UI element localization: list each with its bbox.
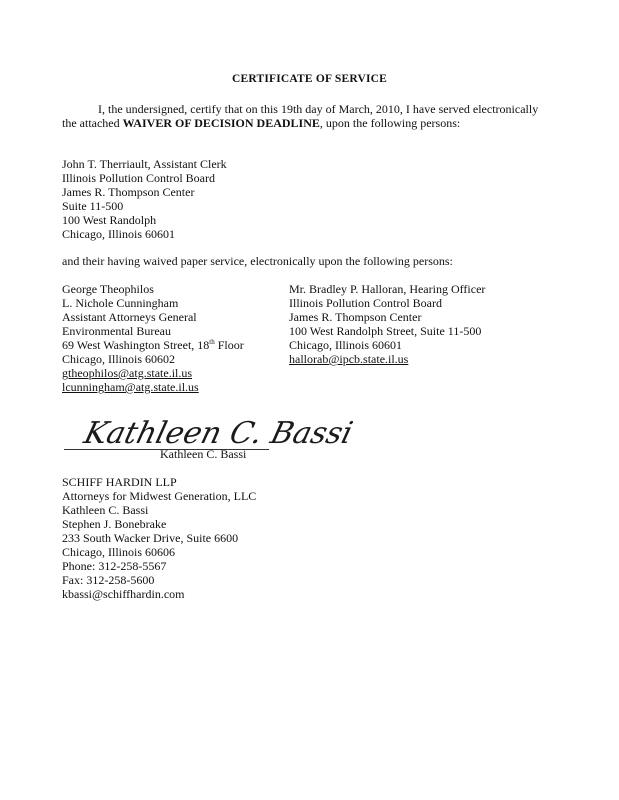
contact-line: Chicago, Illinois 60601 xyxy=(289,338,402,352)
contact-street: 69 West Washington Street, 18th Floor xyxy=(62,338,244,352)
contact-line: 100 West Randolph Street, Suite 11-500 xyxy=(289,324,482,338)
clerk-line: Chicago, Illinois 60601 xyxy=(62,227,175,241)
document-name: WAIVER OF DECISION DEADLINE xyxy=(122,116,320,130)
contact-city: Chicago, Illinois 60602 xyxy=(62,352,175,366)
signature-script: Kathleen C. Bassi xyxy=(80,416,356,451)
contact-line: James R. Thompson Center xyxy=(289,310,422,324)
waived-service-line: and their having waived paper service, electronically upon the following persons: xyxy=(62,254,453,268)
contact-line: George Theophilos xyxy=(62,282,154,296)
firm-line: Kathleen C. Bassi xyxy=(62,503,149,517)
firm-line: 233 South Wacker Drive, Suite 6600 xyxy=(62,531,239,545)
left-contacts xyxy=(62,282,244,394)
firm-line: SCHIFF HARDIN LLP xyxy=(62,475,177,489)
intro-paragraph xyxy=(62,102,542,130)
clerk-address xyxy=(62,157,227,241)
intro-text-2: , upon the following persons: xyxy=(319,116,461,130)
intro-text-1: I, the undersigned, certify that on this 19th day of March, 2010, I have served electronically the attached xyxy=(62,102,539,130)
page-title: CERTIFICATE OF SERVICE xyxy=(231,73,388,85)
email-link[interactable]: gtheophilos@atg.state.il.us xyxy=(62,366,193,380)
clerk-line: Suite 11-500 xyxy=(62,199,124,213)
clerk-line: Illinois Pollution Control Board xyxy=(62,171,216,185)
signer-name: Kathleen C. Bassi xyxy=(160,447,247,461)
firm-line: Attorneys for Midwest Generation, LLC xyxy=(62,489,257,503)
clerk-line: James R. Thompson Center xyxy=(62,185,195,199)
clerk-line: John T. Therriault, Assistant Clerk xyxy=(62,157,227,171)
contact-line: Illinois Pollution Control Board xyxy=(289,296,443,310)
contact-line: Mr. Bradley P. Halloran, Hearing Officer xyxy=(289,282,486,296)
right-contacts xyxy=(289,282,485,366)
clerk-line: 100 West Randolph xyxy=(62,213,157,227)
firm-signature-block xyxy=(62,475,256,601)
firm-line: Chicago, Illinois 60606 xyxy=(62,545,175,559)
firm-line: Stephen J. Bonebrake xyxy=(62,517,167,531)
firm-line: Phone: 312-258-5567 xyxy=(62,559,167,573)
firm-email: kbassi@schiffhardin.com xyxy=(62,587,185,601)
contact-line: Assistant Attorneys General xyxy=(62,310,197,324)
email-link[interactable]: lcunningham@atg.state.il.us xyxy=(62,380,199,394)
contact-line: Environmental Bureau xyxy=(62,324,171,338)
email-link[interactable]: hallorab@ipcb.state.il.us xyxy=(289,352,409,366)
contact-line: L. Nichole Cunningham xyxy=(62,296,179,310)
firm-line: Fax: 312-258-5600 xyxy=(62,573,155,587)
